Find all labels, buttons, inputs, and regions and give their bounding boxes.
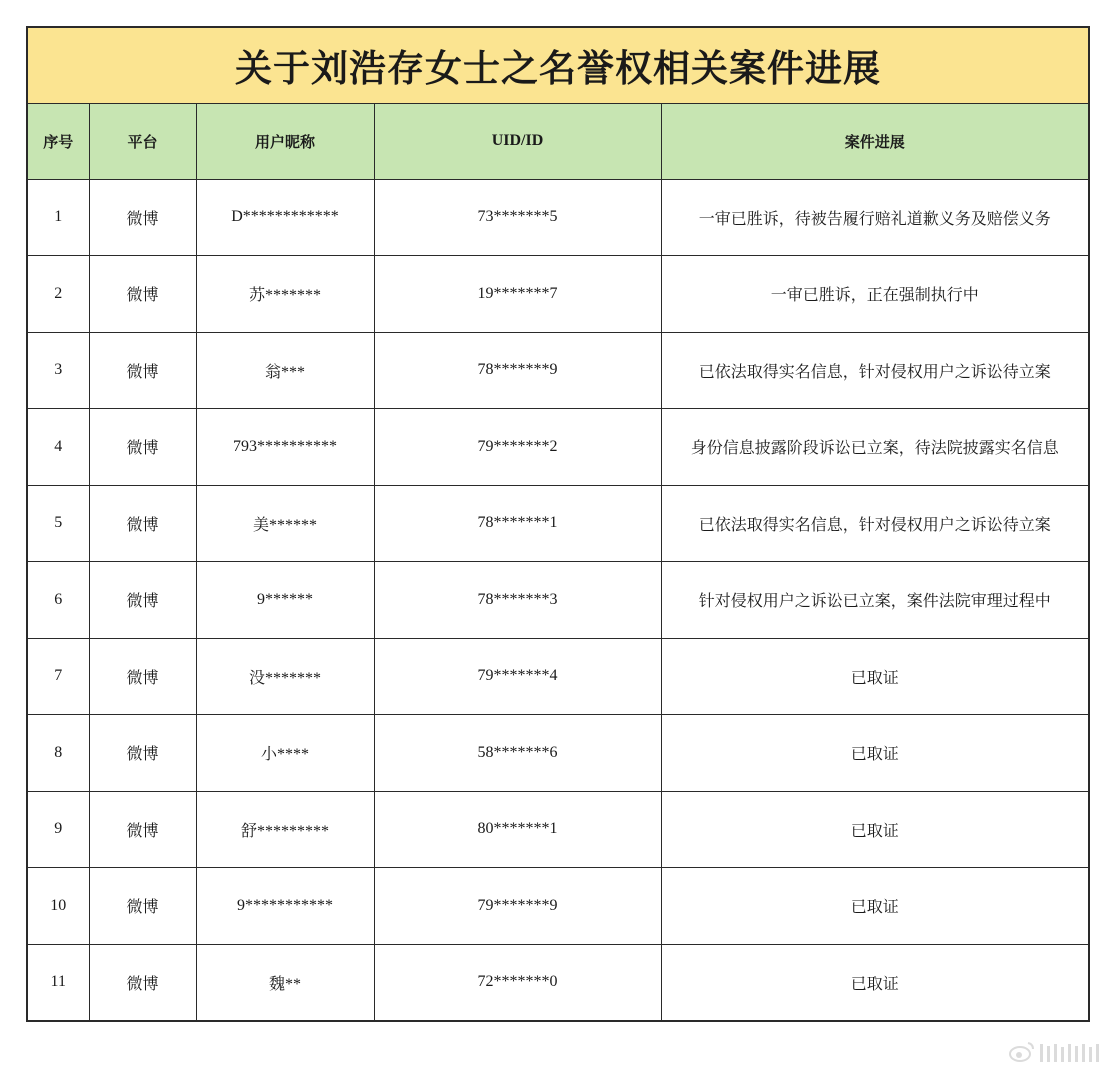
cell-uid: 78*******1	[374, 485, 661, 562]
table-row	[27, 256, 1089, 333]
cell-index: 11	[27, 944, 89, 1021]
cell-progress: 一审已胜诉，待被告履行赔礼道歉义务及赔偿义务	[661, 179, 1089, 256]
cell-uid: 80*******1	[374, 791, 661, 868]
cell-platform: 微博	[89, 179, 196, 256]
table-row	[27, 638, 1089, 715]
table-row	[27, 179, 1089, 256]
cell-index: 2	[27, 256, 89, 333]
cell-index: 6	[27, 562, 89, 639]
column-header-progress: 案件进展	[661, 103, 1089, 179]
cell-index: 10	[27, 868, 89, 945]
cell-uid: 78*******3	[374, 562, 661, 639]
cell-index: 7	[27, 638, 89, 715]
cell-nickname: 没*******	[196, 638, 374, 715]
cell-uid: 19*******7	[374, 256, 661, 333]
cell-progress: 已取证	[661, 791, 1089, 868]
cell-nickname: 翁***	[196, 332, 374, 409]
cell-platform: 微博	[89, 791, 196, 868]
cell-nickname: 793**********	[196, 409, 374, 486]
weibo-watermark-icon	[1008, 1038, 1104, 1066]
cell-progress: 已取证	[661, 715, 1089, 792]
table-row	[27, 944, 1089, 1021]
column-header-nickname: 用户昵称	[196, 103, 374, 179]
cell-progress: 一审已胜诉，正在强制执行中	[661, 256, 1089, 333]
cell-nickname: 魏**	[196, 944, 374, 1021]
cell-nickname: 苏*******	[196, 256, 374, 333]
cell-index: 5	[27, 485, 89, 562]
cell-platform: 微博	[89, 332, 196, 409]
page-title: 关于刘浩存女士之名誉权相关案件进展	[27, 27, 1089, 103]
table-row	[27, 332, 1089, 409]
cell-uid: 72*******0	[374, 944, 661, 1021]
header-row	[27, 103, 1089, 179]
cell-uid: 58*******6	[374, 715, 661, 792]
cell-nickname: D************	[196, 179, 374, 256]
cell-platform: 微博	[89, 485, 196, 562]
cell-nickname: 9******	[196, 562, 374, 639]
table-row	[27, 485, 1089, 562]
column-header-platform: 平台	[89, 103, 196, 179]
cell-uid: 79*******4	[374, 638, 661, 715]
cell-platform: 微博	[89, 562, 196, 639]
cell-progress: 身份信息披露阶段诉讼已立案，待法院披露实名信息	[661, 409, 1089, 486]
cell-index: 9	[27, 791, 89, 868]
cell-uid: 79*******9	[374, 868, 661, 945]
cell-progress: 已取证	[661, 638, 1089, 715]
cell-index: 3	[27, 332, 89, 409]
cell-nickname: 美******	[196, 485, 374, 562]
cell-index: 8	[27, 715, 89, 792]
table-row	[27, 868, 1089, 945]
cell-nickname: 9***********	[196, 868, 374, 945]
cell-progress: 已依法取得实名信息，针对侵权用户之诉讼待立案	[661, 485, 1089, 562]
cell-index: 1	[27, 179, 89, 256]
table-row	[27, 791, 1089, 868]
cell-progress: 已取证	[661, 868, 1089, 945]
table-row	[27, 409, 1089, 486]
table-body	[27, 27, 1089, 1021]
cell-platform: 微博	[89, 868, 196, 945]
case-table	[26, 26, 1090, 1022]
cell-nickname: 小****	[196, 715, 374, 792]
column-header-index: 序号	[27, 103, 89, 179]
cell-progress: 已取证	[661, 944, 1089, 1021]
column-header-uid: UID/ID	[374, 103, 661, 179]
cell-platform: 微博	[89, 638, 196, 715]
cell-uid: 73*******5	[374, 179, 661, 256]
cell-platform: 微博	[89, 715, 196, 792]
cell-uid: 79*******2	[374, 409, 661, 486]
cell-platform: 微博	[89, 256, 196, 333]
cell-platform: 微博	[89, 409, 196, 486]
cell-progress: 已依法取得实名信息，针对侵权用户之诉讼待立案	[661, 332, 1089, 409]
cell-nickname: 舒*********	[196, 791, 374, 868]
title-row	[27, 27, 1089, 103]
table-row	[27, 715, 1089, 792]
cell-uid: 78*******9	[374, 332, 661, 409]
cell-platform: 微博	[89, 944, 196, 1021]
cell-progress: 针对侵权用户之诉讼已立案，案件法院审理过程中	[661, 562, 1089, 639]
cell-index: 4	[27, 409, 89, 486]
table-row	[27, 562, 1089, 639]
